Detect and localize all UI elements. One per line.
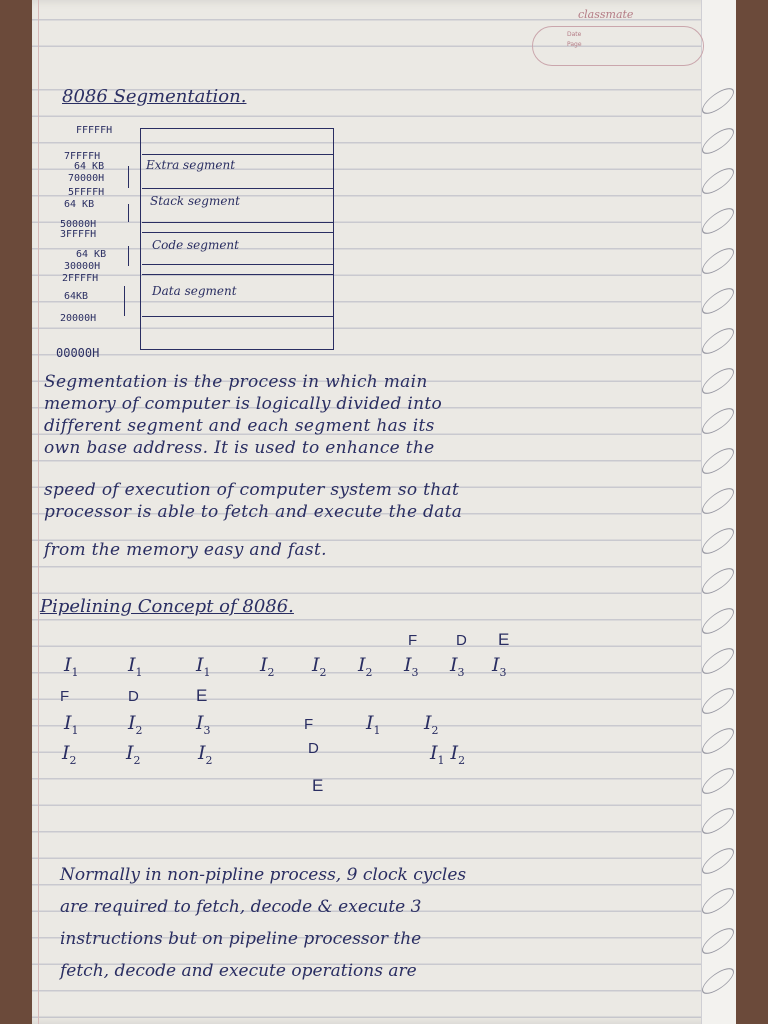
segment-divider [142, 232, 334, 233]
spiral-ring [702, 523, 734, 559]
stage-label-d: D [456, 632, 467, 649]
instruction-cell: $I_3$ [492, 654, 507, 679]
spiral-ring [702, 443, 734, 479]
stage-label-d: D [128, 688, 139, 705]
page-title: 8086 Segmentation. [62, 86, 247, 107]
size-arrow [128, 166, 129, 188]
instruction-cell: $I_3$ [196, 712, 211, 737]
segment-label-extra: Extra segment [146, 158, 236, 172]
address-label: 00000H [56, 346, 100, 360]
instruction-cell: $I_1$ [128, 654, 143, 679]
instruction-cell: $I_2$ [358, 654, 373, 679]
paragraph-line: from the memory easy and fast. [44, 540, 327, 560]
segment-divider [142, 154, 334, 155]
address-label: 3FFFFH [60, 229, 97, 240]
spiral-ring [702, 643, 734, 679]
stage-label-e: E [498, 630, 510, 649]
spiral-ring [702, 763, 734, 799]
page-field-label: Page [567, 41, 582, 48]
address-label: 70000H [68, 173, 105, 184]
size-arrow [128, 246, 129, 266]
instruction-cell: $I_3$ [450, 654, 465, 679]
segment-divider [142, 264, 334, 265]
paragraph-line: memory of computer is logically divided into [44, 394, 443, 414]
margin-line [38, 0, 39, 1024]
spiral-ring [702, 483, 734, 519]
size-arrow [124, 286, 125, 316]
address-label: 2FFFFH [62, 273, 99, 284]
segment-label-code: Code segment [152, 238, 239, 252]
spiral-ring [702, 283, 734, 319]
instruction-cell: $I_2$ [198, 742, 213, 767]
spiral-ring [702, 563, 734, 599]
size-label: 64 KB [64, 199, 95, 210]
notebook-page [32, 0, 736, 1024]
size-label: 64KB [64, 291, 89, 302]
spiral-ring [702, 243, 734, 279]
instruction-cell: $I_1$ $I_2$ [430, 742, 466, 767]
spiral-ring [702, 163, 734, 199]
address-label: 20000H [60, 313, 97, 324]
paragraph-line: speed of execution of computer system so that [44, 480, 460, 500]
spiral-binding [701, 0, 736, 1024]
date-page-box [532, 26, 704, 66]
paragraph-line: processor is able to fetch and execute the data [44, 502, 463, 522]
address-label: 30000H [64, 261, 101, 272]
spiral-ring [702, 323, 734, 359]
stage-label-f: F [408, 632, 418, 649]
instruction-cell: $I_2$ [424, 712, 439, 737]
spiral-ring [702, 883, 734, 919]
size-arrow [128, 204, 129, 222]
spiral-ring [702, 83, 734, 119]
address-label: 7FFFFH [64, 151, 101, 162]
bottom-text-line: instructions but on pipeline processor the [60, 929, 422, 949]
segment-divider [142, 274, 334, 275]
spiral-ring [702, 603, 734, 639]
paragraph-line: different segment and each segment has its [44, 416, 435, 436]
instruction-cell: $I_1$ [366, 712, 381, 737]
spiral-ring [702, 923, 734, 959]
segment-label-data: Data segment [152, 284, 237, 298]
segment-label-stack: Stack segment [150, 194, 240, 208]
instruction-cell: $I_2$ [126, 742, 141, 767]
paragraph-line: Segmentation is the process in which main [44, 372, 428, 392]
stage-label-e: E [196, 686, 208, 705]
size-label: 64 KB [76, 249, 107, 260]
segment-divider [142, 222, 334, 223]
spiral-ring [702, 683, 734, 719]
stage-label-f: F [60, 688, 70, 705]
bottom-text-line: are required to fetch, decode & execute 3 [60, 897, 422, 917]
spiral-ring [702, 403, 734, 439]
instruction-cell: $I_3$ [404, 654, 419, 679]
spiral-ring [702, 843, 734, 879]
instruction-cell: $I_2$ [312, 654, 327, 679]
spiral-ring [702, 123, 734, 159]
pipelining-heading: Pipelining Concept of 8086. [40, 596, 294, 617]
segment-divider [142, 188, 334, 189]
instruction-cell: $I_2$ [128, 712, 143, 737]
spiral-ring [702, 963, 734, 999]
date-page-fields [567, 30, 582, 50]
notebook-brand: classmate [578, 8, 634, 21]
address-label: 5FFFFH [68, 187, 105, 198]
spiral-ring [702, 363, 734, 399]
address-label: FFFFFH [76, 125, 113, 136]
bottom-text-line: fetch, decode and execute operations are [60, 961, 417, 981]
instruction-cell: $I_2$ [62, 742, 77, 767]
spiral-ring [702, 203, 734, 239]
instruction-cell: $I_1$ [64, 654, 79, 679]
instruction-cell: $I_2$ [260, 654, 275, 679]
address-label: 50000H [60, 219, 97, 230]
spiral-ring [702, 723, 734, 759]
stage-label-f: F [304, 716, 314, 733]
spiral-ring [702, 803, 734, 839]
bottom-text-line: Normally in non-pipline process, 9 clock cycles [60, 865, 467, 885]
instruction-cell: $I_1$ [196, 654, 211, 679]
segment-divider [142, 316, 334, 317]
stage-label-e: E [312, 776, 324, 795]
date-field-label: Date [567, 31, 582, 38]
instruction-cell: $I_1$ [64, 712, 79, 737]
size-label: 64 KB [74, 161, 105, 172]
paragraph-line: own base address. It is used to enhance the [44, 438, 435, 458]
stage-label-d: D [308, 740, 319, 757]
